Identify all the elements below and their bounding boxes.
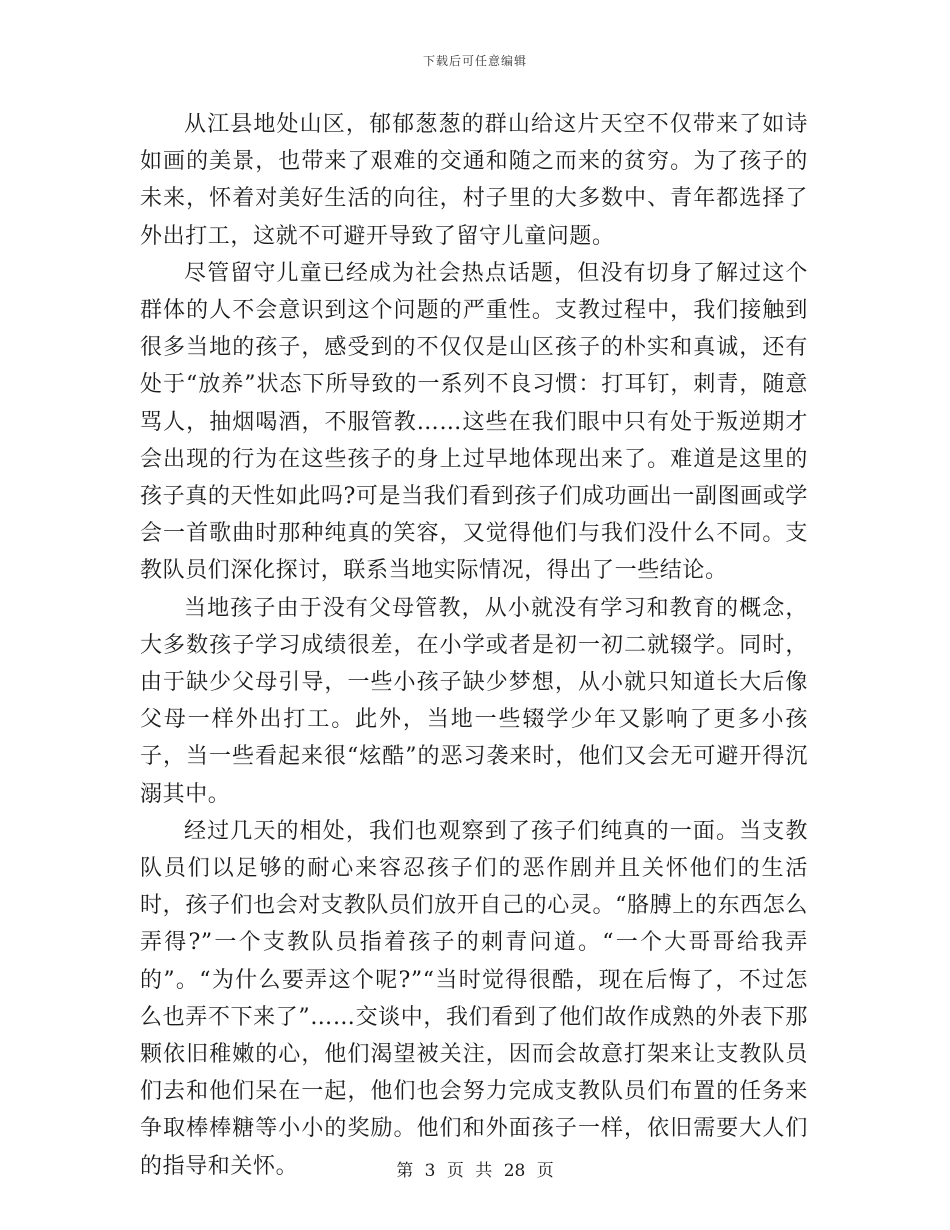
paragraph-2: 尽管留守儿童已经成为社会热点话题，但没有切身了解过这个群体的人不会意识到这个问题的严重性。支教过程中，我们接触到很多当地的孩子，感受到的不仅仅是山区孩子的朴实和真诚，还有处于“放养”状态下所导致的一系列不良习惯：打耳钉，刺青，随意骂人，抽烟喝酒，不服管教……这些在我们眼中只有处于叛逆期才会出现的行为在这些孩子的身上过早地体现出来了。难道是这里的孩子真的天性如此吗?可是当我们看到孩子们成功画出一副图画或学会一首歌曲时那种纯真的笑容，又觉得他们与我们没什么不同。支教队员们深化探讨，联系当地实际情况，得出了一些结论。 (140, 260, 808, 584)
paragraph-1: 从江县地处山区，郁郁葱葱的群山给这片天空不仅带来了如诗如画的美景，也带来了艰难的交通和随之而来的贫穷。为了孩子的未来，怀着对美好生活的向往，村子里的大多数中、青年都选择了外出打工，这就不可避开导致了留守儿童问题。 (140, 112, 808, 249)
body-text (140, 106, 808, 1185)
paragraph-3: 当地孩子由于没有父母管教，从小就没有学习和教育的概念，大多数孩子学习成绩很差，在小学或者是初一初二就辍学。同时，由于缺少父母引导，一些小孩子缺少梦想，从小就只知道长大后像父母一样外出打工。此外，当地一些辍学少年又影响了更多小孩子，当一些看起来很“炫酷”的恶习袭来时，他们又会无可避开得沉溺其中。 (140, 595, 808, 807)
header-note: 下载后可任意编辑 (422, 54, 527, 68)
page-number: 第 3 页 共 28 页 (396, 1161, 554, 1181)
paragraph-4: 经过几天的相处，我们也观察到了孩子们纯真的一面。当支教队员们以足够的耐心来容忍孩子们的恶作剧并且关怀他们的生活时，孩子们也会对支教队员们放开自己的心灵。“胳膊上的东西怎么弄得?”一个支教队员指着孩子的刺青问道。“一个大哥哥给我弄的”。“为什么要弄这个呢?”“当时觉得很酷，现在后悔了，不过怎么也弄不下来了”……交谈中，我们看到了他们故作成熟的外表下那颗依旧稚嫩的心，他们渴望被关注，因而会故意打架来让支教队员们去和他们呆在一起，他们也会努力完成支教队员们布置的任务来争取棒棒糖等小小的奖励。他们和外面孩子一样，依旧需要大人们的指导和关怀。 (140, 818, 808, 1179)
